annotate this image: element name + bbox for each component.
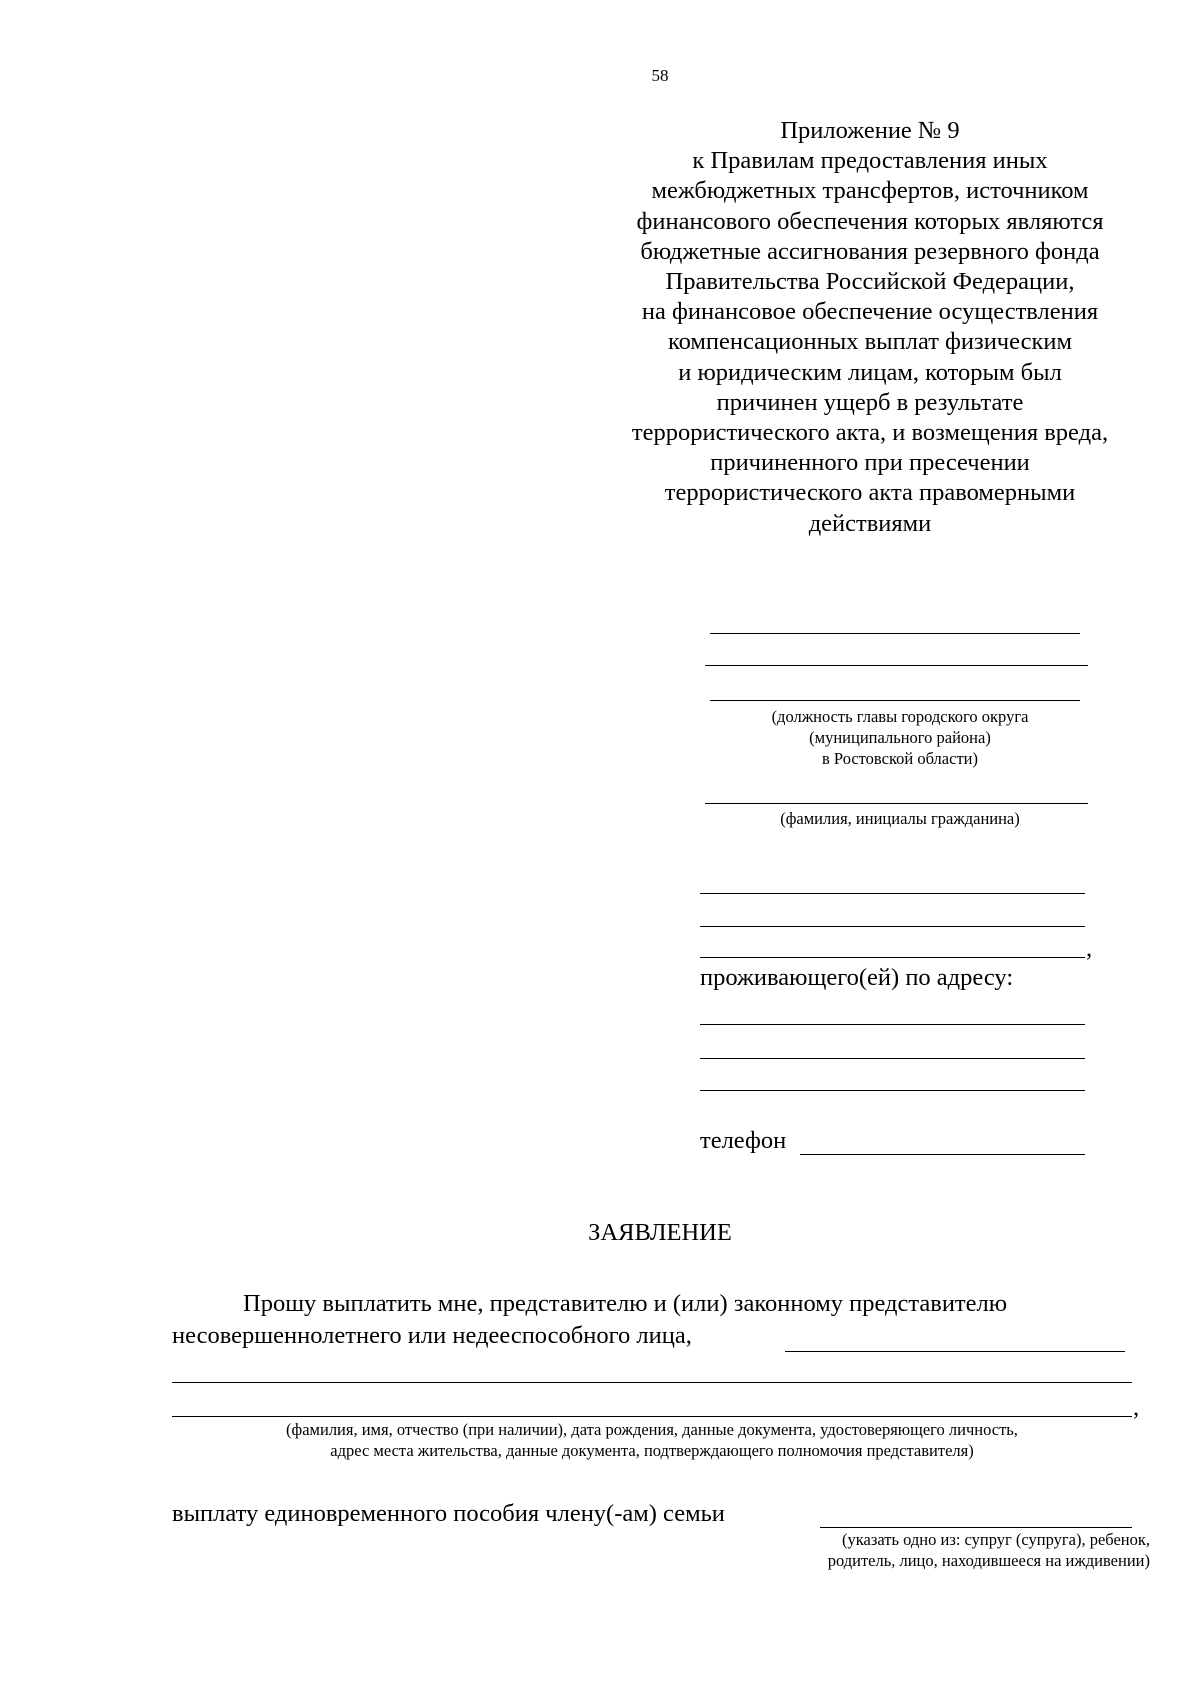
caption-line: адрес места жительства, данные документа, подтверждающего полномочия представителя)	[330, 1441, 974, 1460]
appendix-line: межбюджетных трансфертов, источником	[651, 177, 1089, 205]
appendix-line: Приложение № 9	[780, 117, 960, 144]
appendix-line: на финансовое обеспечение осуществления	[641, 298, 1099, 326]
appendix-line: причинен ущерб в результате	[716, 388, 1024, 416]
request-line-2: несовершеннолетнего или недееспособного лица,	[172, 1322, 692, 1349]
person-blank-line[interactable]	[172, 1416, 1132, 1417]
appendix-line: действиями	[808, 509, 932, 537]
person-blank-line[interactable]	[785, 1351, 1125, 1352]
citizen-comma: ,	[1086, 935, 1093, 962]
citizen-blank-line[interactable]	[700, 926, 1085, 927]
appendix-line: компенсационных выплат физическим	[667, 328, 1073, 356]
caption-line: (муниципального района)	[809, 728, 991, 747]
citizen-blank-line[interactable]	[700, 893, 1085, 894]
page-number: 58	[651, 66, 669, 85]
address-blank-line[interactable]	[700, 1024, 1085, 1025]
caption-line: (фамилия, имя, отчество (при наличии), дата рождения, данные документа, удостоверяющего личность,	[286, 1420, 1018, 1439]
appendix-line: бюджетные ассигнования резервного фонда	[640, 237, 1100, 265]
phone-label: телефон	[700, 1127, 787, 1154]
caption-line: в Ростовской области)	[822, 749, 978, 768]
document-title: ЗАЯВЛЕНИЕ	[588, 1219, 732, 1246]
person-blank-line[interactable]	[172, 1382, 1132, 1383]
request-line-1: Прошу выплатить мне, представителю и (или) законному представителю	[243, 1290, 1008, 1317]
position-blank-line[interactable]	[710, 700, 1080, 701]
appendix-line: террористического акта правомерными	[664, 479, 1076, 507]
name-caption: (фамилия, инициалы гражданина)	[780, 809, 1020, 828]
family-member-blank-line[interactable]	[820, 1527, 1132, 1528]
caption-line: (должность главы городского округа	[771, 707, 1029, 726]
position-blank-line[interactable]	[710, 633, 1080, 634]
citizen-blank-line[interactable]	[700, 957, 1085, 958]
appendix-line: финансового обеспечения которых являются	[636, 207, 1104, 235]
caption-line: (указать одно из: супруг (супруга), ребенок,	[842, 1530, 1150, 1549]
residing-label: проживающего(ей) по адресу:	[700, 964, 1014, 991]
appendix-line: к Правилам предоставления иных	[692, 147, 1048, 175]
name-blank-line[interactable]	[705, 803, 1088, 804]
appendix-header	[580, 116, 1160, 539]
address-blank-line[interactable]	[700, 1090, 1085, 1091]
address-blank-line[interactable]	[700, 1058, 1085, 1059]
position-caption	[700, 706, 1100, 769]
position-blank-line[interactable]	[705, 665, 1088, 666]
family-member-caption	[700, 1529, 1150, 1571]
appendix-line: и юридическим лицам, которым был	[678, 358, 1062, 386]
appendix-line: Правительства Российской Федерации,	[665, 268, 1075, 296]
person-caption	[172, 1419, 1132, 1461]
caption-line: родитель, лицо, находившееся на иждивении)	[827, 1551, 1150, 1570]
person-comma: ,	[1133, 1394, 1140, 1421]
appendix-line: причиненного при пресечении	[710, 449, 1030, 477]
appendix-line: террористического акта, и возмещения вреда,	[631, 419, 1109, 447]
payment-text: выплату единовременного пособия члену(-ам) семьи	[172, 1500, 725, 1527]
phone-blank-line[interactable]	[800, 1154, 1085, 1155]
